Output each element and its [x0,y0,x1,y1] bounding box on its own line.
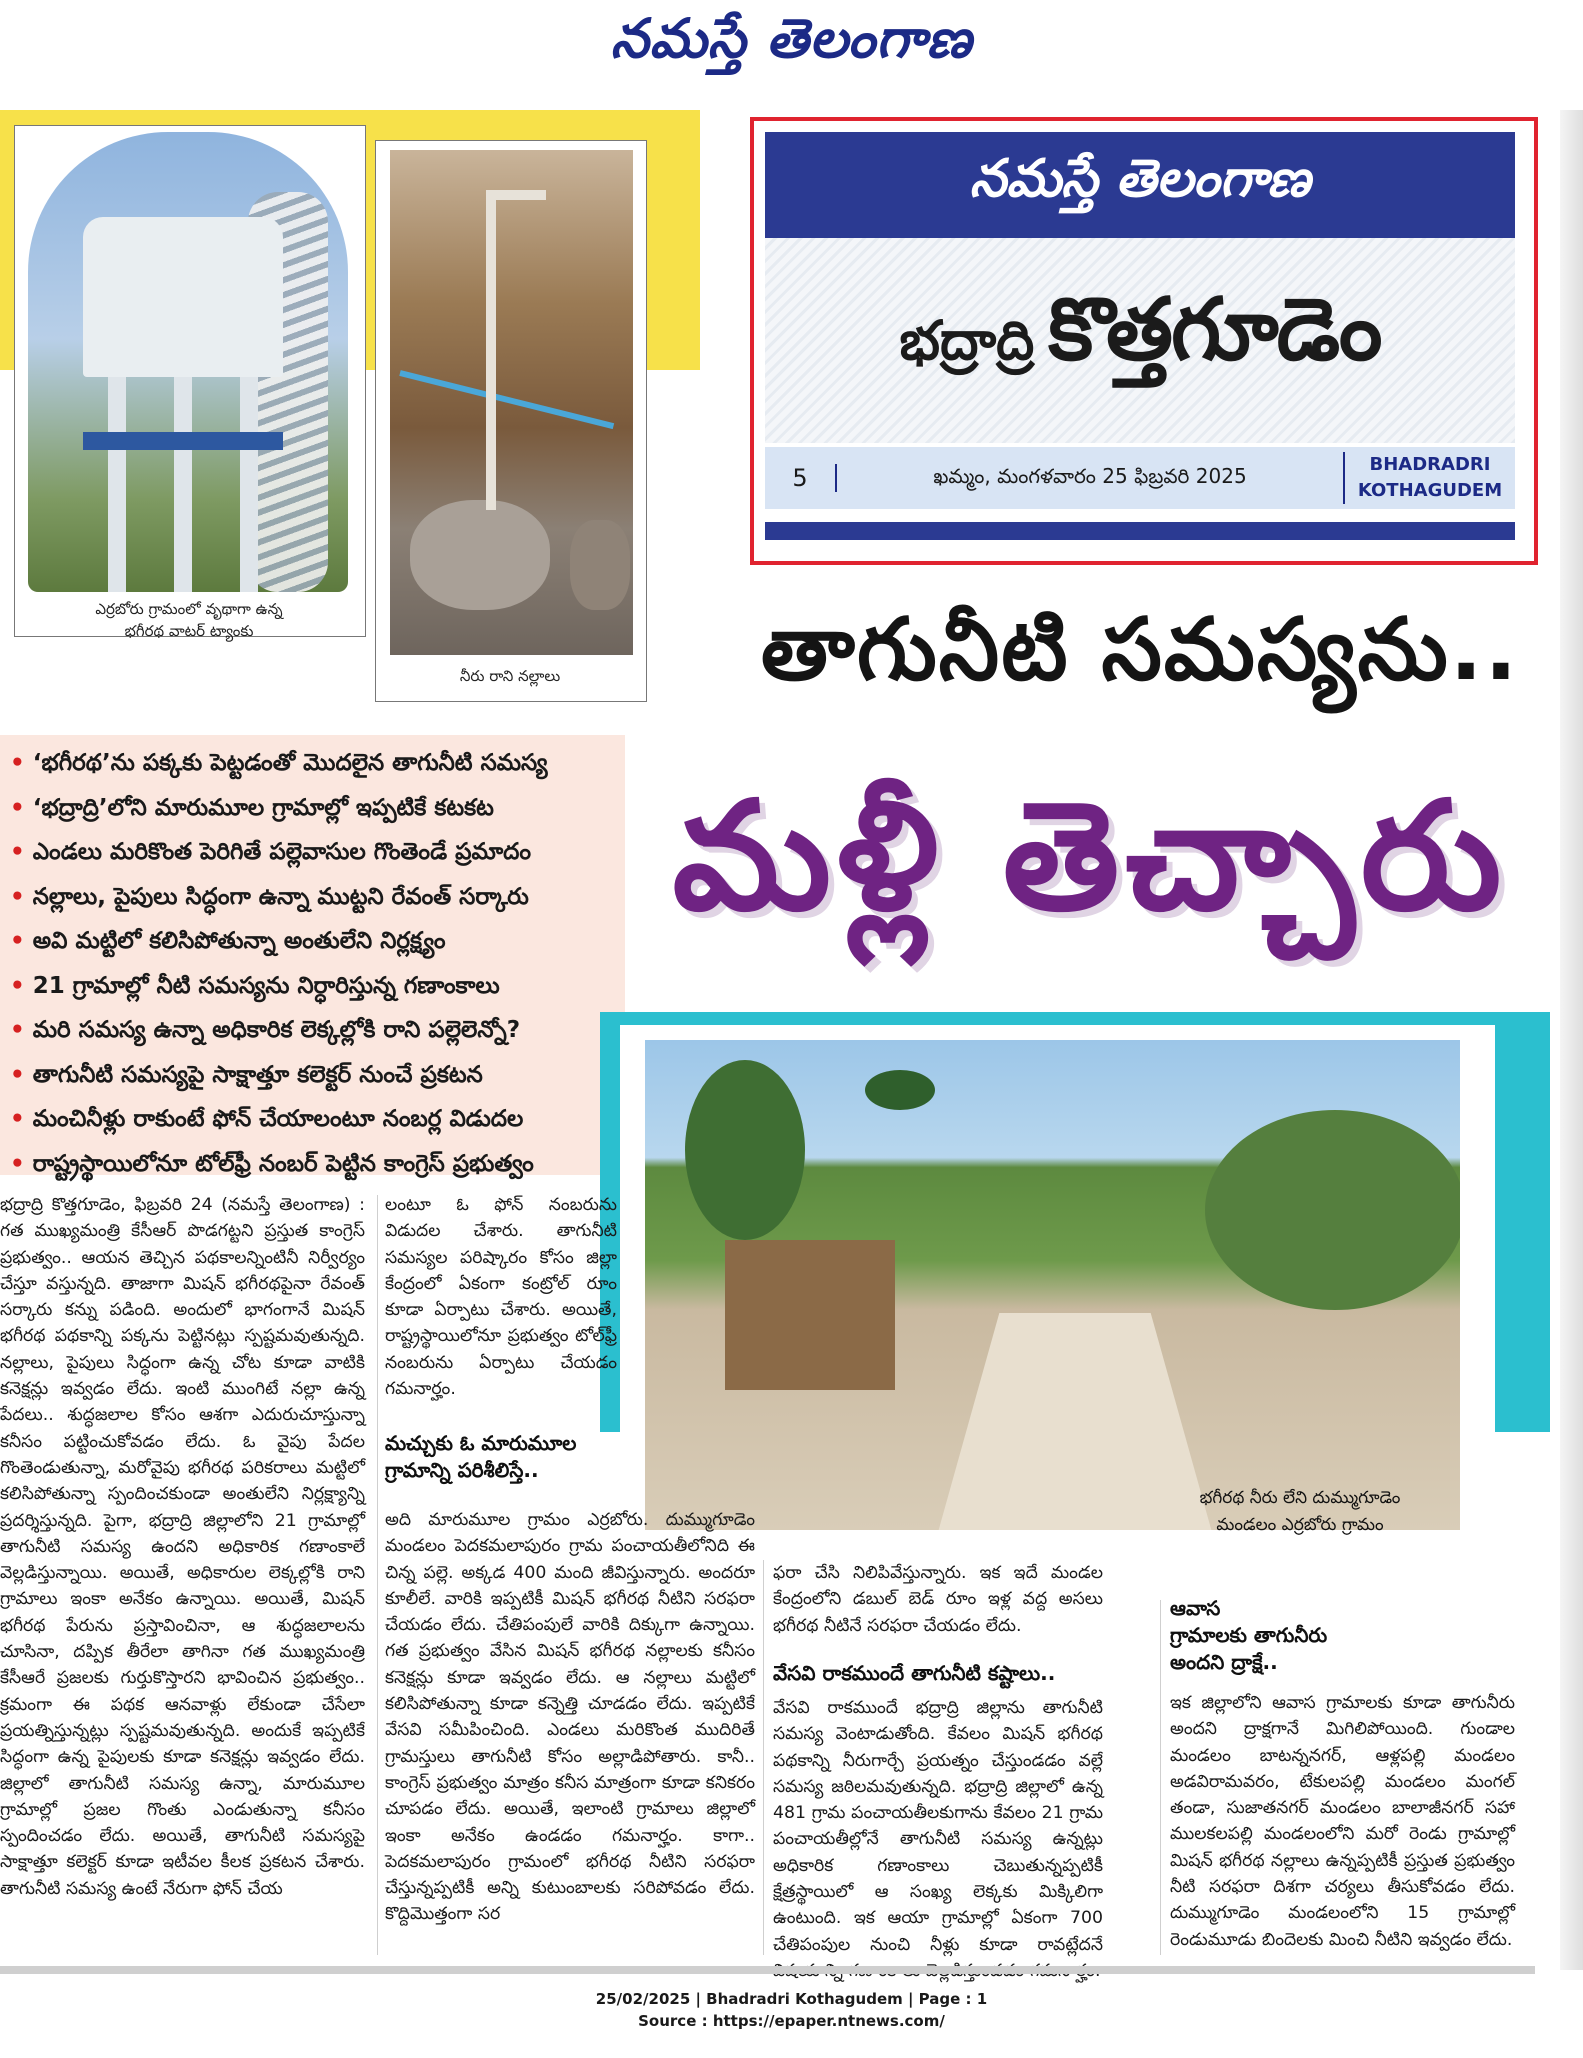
date-line: ఖమ్మం, మంగళవారం 25 ఫిబ్రవరి 2025 [933,463,1247,488]
footer [0,1988,1583,2032]
tank-band-shape [83,432,283,450]
hut-shape [725,1240,895,1390]
highlight-item: • నల్లాలు, పైపులు సిద్ధంగా ఉన్నా ముట్టని రేవంత్‌ సర్కారు [10,875,625,920]
road-caption [1140,1485,1460,1539]
highlight-item: • తాగునీటి సమస్యపై సాక్షాత్తూ కలెక్టర్‌ నుంచే ప్రకటన [10,1053,625,1098]
article-subhead-line: గ్రామాలకు తాగునీరు [1170,1623,1328,1647]
district-prefix: భద్రాద్రి [899,309,1035,372]
article-subhead: వేసవి రాకముందే తాగునీటి కష్టాలు.. [773,1661,1056,1685]
article-column-1: భద్రాద్రి కొత్తగూడెం, ఫిబ్రవరి 24 (నమస్తే తెలంగాణ) : గత ముఖ్యమంత్రి కేసీఆర్‌ పొడగట్టని ప్రస్తుత కాంగ్రెస్‌ ప్రభుత్వం.. ఆయన తెచ్చిన పథకాలన్నింటినీ నిర్వీర్యం చేస్తూ వస్తున్నది. తాజాగా మిషన్‌ భగీరథపైనా రేవంత్‌ సర్కారు కన్ను పడింది. అందులో భాగంగానే మిషన్‌ భగీరథ పథకాన్ని పక్కను పెట్టినట్లు స్పష్టమవుతున్నది. నల్లాలు, పైపులు సిద్ధంగా ఉన్న చోట కూడా వాటికి కనెక్షన్లు ఇవ్వడం లేదు. ఇంటి ముంగిటే నల్లా ఉన్న పేదలు.. శుద్ధజలాల కోసం ఆశగా ఎదురుచూస్తున్నా కనీసం పట్టించుకోవడం లేదు. ఓ వైపు పేదల గొంతెండుతున్నా, మరోవైపు భగీరథ పరికరాలు మట్టిలో కలిసిపోతున్నా స్పందించకుండా అంతులేని నిర్లక్ష్యాన్ని ప్రదర్శిస్తున్నది. పైగా, భద్రాద్రి జిల్లాలోని 21 గ్రామాల్లో తాగునీటి సమస్య ఉందని అధికారిక గణాంకాలే వెల్లడిస్తున్నాయి. అయితే, అధికారుల లెక్కల్లోకి రాని గ్రామాలు ఇంకా అనేకం ఉన్నాయి. అయితే, మిషన్‌ భగీరథ పేరును ప్రస్తావించినా, ఆ శుద్ధజలాలను చూసినా, దప్పిక తీరేలా తాగినా గత ముఖ్యమంత్రి కేసీఆరే ప్రజలకు గుర్తుకొస్తారని భావించిన ప్రభుత్వం.. క్రమంగా ఈ పథక ఆనవాళ్లు లేకుండా చేసేలా ప్రయత్నిస్తున్నట్లు స్పష్టమవుతున్నది. అందుకే ఇప్పటికే సిద్ధంగా ఉన్న పైపులకు కూడా కనెక్షన్లు ఇవ్వడం లేదు. జిల్లాలో తాగునీటి సమస్య ఉన్నా, మారుమూల గ్రామాల్లో ప్రజల గొంతు ఎండుతున్నా కనీసం స్పందించడం లేదు. అయితే, తాగునీటి సమస్యపై సాక్షాత్తూ కలెక్టర్‌ కూడా ఇటీవల కీలక ప్రకటన చేశారు. తాగునీటి సమస్య ఉంటే నేరుగా ఫోన్‌ చేయ [0,1195,365,1899]
palm-tree-shape [865,1070,935,1110]
page-number: 5 [765,464,837,492]
article-column-2a: లంటూ ఓ ఫోన్‌ నంబరును విడుదల చేశారు. తాగునీటి సమస్యల పరిష్కారం కోసం జిల్లా కేంద్రంలో ఏకంగా కంట్రోల్‌ రూం కూడా ఏర్పాటు చేశారు. అయితే, రాష్ట్రస్థాయిలోనూ ప్రభుత్వం టోల్‌ఫ్రీ నంబరును ఏర్పాటు చేయడం గమనార్హం. [385,1195,617,1400]
road-photo [645,1040,1460,1530]
headline-line2: మళ్లీ తెచ్చారు [672,770,1508,944]
district-name [765,280,1515,410]
tap-pipe-shape [486,190,496,510]
highlight-item: • ఎండలు మరికొంత పెరిగితే పల్లెవాసుల గొంతెండే ప్రమాదం [10,830,625,875]
district-english-line2: KOTHAGUDEM [1357,480,1503,501]
rock-shape [570,520,630,610]
district-english [1343,452,1515,504]
tree-shape [685,1060,805,1240]
article-subhead-box [1170,1595,1470,1676]
article-subhead-line: అందని ద్రాక్షే.. [1170,1650,1278,1674]
footer-source: Source : https://epaper.ntnews.com/ [638,2012,945,2030]
column-divider [1160,1600,1161,1955]
tap-caption: నీరు రాని నల్లాలు [459,667,561,685]
water-tank-caption [24,598,354,642]
highlight-item: • 21 గ్రామాల్లో నీటి సమస్యను నిర్ధారిస్తున్న గణాంకాలు [10,964,625,1009]
road-caption-line1: భగీరథ నీరు లేని దుమ్ముగూడెం [1199,1488,1401,1508]
highlight-item: • రాష్ట్రస్థాయిలోనూ టోల్‌ఫ్రీ నంబర్‌ పెట్టిన కాంగ్రెస్‌ ప్రభుత్వం [10,1142,625,1187]
water-tank-caption-line2: భగీరథ వాటర్‌ ట్యాంకు [124,622,254,640]
highlight-item: • ‘భగీరథ’ను పక్కకు పెట్టడంతో మొదలైన తాగునీటి సమస్య [10,741,625,786]
tree-shape [1205,1110,1460,1310]
tank-body-shape [83,217,283,377]
district-header-info-row [765,447,1515,509]
article-column-4: ఇక జిల్లాలోని ఆవాస గ్రామాలకు కూడా తాగునీరు అందని ద్రాక్షగానే మిగిలిపోయింది. గుండాల మండలం బాటన్ననగర్‌, ఆళ్లపల్లి మండలం అడవిరామవరం, టేకులపల్లి మండలం మంగల్‌ తండా, సుజాతనగర్‌ మండలం బాలాజీనగర్‌ సహా ములకలపల్లి మండలంలోని మరో రెండు గ్రామాల్లో మిషన్‌ భగీరథ నల్లాలు ఉన్నప్పటికీ ప్రస్తుత ప్రభుత్వం నీటి సరఫరా దిశగా చర్యలు తీసుకోవడం లేదు. దుమ్ముగూడెం మండలంలోని 15 గ్రామాల్లో రెండుమూడు బిందెలకు మించి నీటిని ఇవ్వడం లేదు. [1170,1693,1515,1950]
district-english-line1: BHADRADRI [1369,454,1491,475]
tank-legs-shape [108,377,258,592]
column-divider [377,1195,378,1955]
article-subhead-line: ఆవాస [1170,1596,1221,1620]
footer-line1: 25/02/2025 | Bhadradri Kothagudem | Page : 1 [595,1990,988,2008]
road-caption-line2: మండలం ఎర్రబోరు గ్రామం [1216,1515,1384,1535]
highlight-item: • మరి సమస్య ఉన్నా అధికారిక లెక్కల్లోకి రాని పల్లెలెన్నో? [10,1008,625,1053]
highlight-item: • మంచినీళ్లు రాకుంటే ఫోన్‌ చేయాలంటూ నంబర్ల విడుదల [10,1097,625,1142]
water-tank-caption-line1: ఎర్రబోరు గ్రామంలో వృథాగా ఉన్న [95,600,283,618]
bottom-rule [0,1966,1535,1974]
masthead [0,0,1583,90]
highlights-list [0,735,625,1186]
masthead-title: నమస్తే తెలంగాణ [610,6,973,70]
district-main: కొత్తగూడెం [1048,280,1381,380]
highlight-item: • ‘భద్రాద్రి’లోని మారుమూల గ్రామాల్లో ఇప్పటికే కటకట [10,786,625,831]
highlights-box [0,735,625,1175]
article-column-2b: అది మారుమూల గ్రామం ఎర్రబోరు. దుమ్ముగూడెం మండలం పెదకమలాపురం గ్రామ పంచాయతీలోనిది ఈ చిన్న పల్లె. అక్కడ 400 మంది జీవిస్తున్నారు. అందరూ కూలీలే. వారికి ఇప్పటికీ మిషన్‌ భగీరథ నీటిని సరఫరా చేయడం లేదు. చేతిపంపులే వారికి దిక్కుగా ఉన్నాయి. గత ప్రభుత్వం వేసిన మిషన్‌ భగీరథ నల్లాలకు కనీసం కనెక్షన్లు కూడా ఇవ్వడం లేదు. ఆ నల్లాలు మట్టిలో కలిసిపోతున్నా కూడా కన్నెత్తి చూడడం లేదు. ఇప్పటికే వేసవి సమీపించింది. ఎండలు మరికొంత ముదిరితే గ్రామస్తులు తాగునీటి కోసం అల్లాడిపోతారు. కానీ.. కాంగ్రెస్‌ ప్రభుత్వం మాత్రం కనీస మాత్రంగా కూడా కనికరం చూపడం లేదు. అయితే, ఇలాంటి గ్రామాలు జిల్లాలో ఇంకా అనేకం ఉండడం గమనార్హం. కాగా.. పెదకమలాపురం గ్రామంలో భగీరథ నీటిని సరఫరా చేస్తున్నప్పటికీ అన్ని కుటుంబాలకు సరిపోవడం లేదు. కొద్దిమొత్తంగా సర [385,1510,755,1925]
article-column-3a: ఫరా చేసి నిలిపివేస్తున్నారు. ఇక ఇదే మండల కేంద్రంలోని డబుల్‌ బెడ్‌ రూం ఇళ్ల వద్ద అసలు భగీరథ నీటినే సరఫరా చేయడం లేదు. [773,1563,1103,1636]
district-header-paper-band [765,132,1515,238]
article-subhead: మచ్చుకు ఓ మారుమూల గ్రామాన్ని పరిశీలిస్తే.. [385,1431,577,1482]
column-divider [763,1560,764,1955]
headline-line1: తాగునీటి సమస్యను.. [760,600,1520,700]
rock-shape [410,500,550,610]
tap-pipe-shape [486,190,546,200]
highlight-item: • అవి మట్టిలో కలిసిపోతున్నా అంతులేని నిర్లక్ష్యం [10,919,625,964]
water-tank-photo [28,132,348,592]
district-header-paper-name: నమస్తే తెలంగాణ [969,148,1311,209]
district-header-bottom-bar [765,522,1515,540]
page-edge-shadow [1560,110,1583,1970]
article-column-3b: వేసవి రాకముందే భద్రాద్రి జిల్లాను తాగునీటి సమస్య వెంటాడుతోంది. కేవలం మిషన్‌ భగీరథ పథకాన్ని నీరుగార్చే ప్రయత్నం చేస్తుండడం వల్లే సమస్య జఠిలమవుతున్నది. భద్రాద్రి జిల్లాలో ఉన్న 481 గ్రామ పంచాయతీలకుగాను కేవలం 21 గ్రామ పంచాయతీల్లోనే తాగునీటి సమస్య ఉన్నట్లు అధికారిక గణాంకాలు చెబుతున్నప్పటికీ క్షేత్రస్థాయిలో ఆ సంఖ్య లెక్కకు మిక్కిలిగా ఉంటుంది. ఇక ఆయా గ్రామాల్లో ఏకంగా 700 చేతిపంపుల నుంచి నీళ్లు కూడా రావట్లేదనే [773,1698,1103,1955]
